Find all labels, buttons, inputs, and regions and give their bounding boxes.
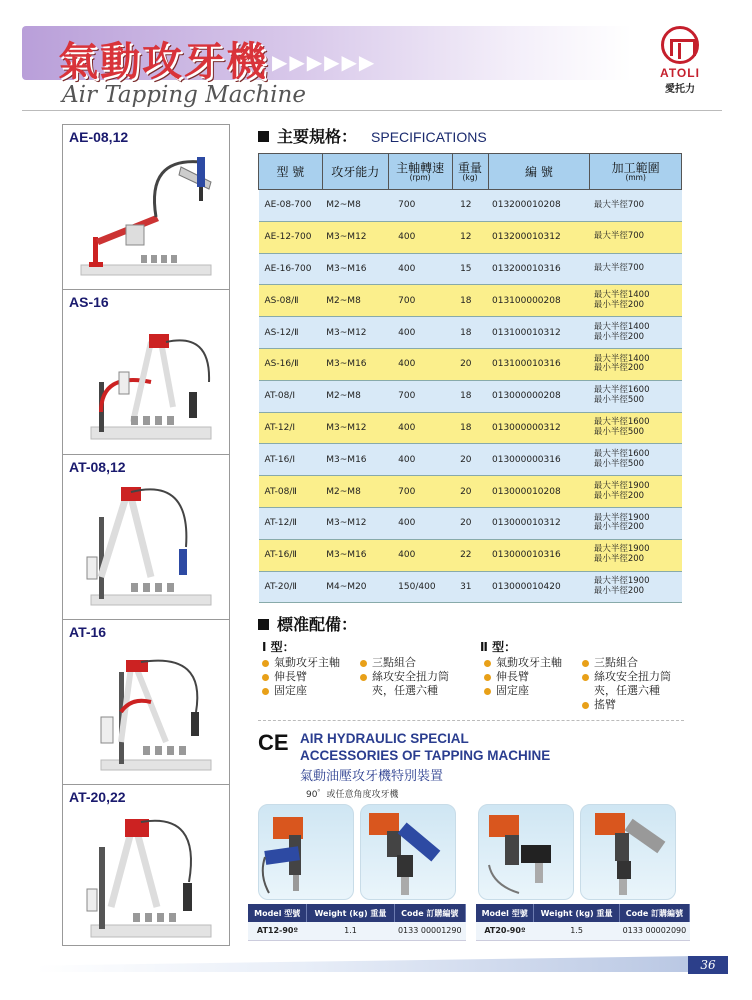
cell-model: AT-16/Ⅱ — [259, 539, 323, 571]
cell-weight: 20 — [452, 444, 488, 476]
cell-model: AT-20/Ⅱ — [259, 571, 323, 603]
range-max: 最大半徑1400 — [593, 290, 650, 301]
cell-capacity: M2~M8 — [322, 285, 388, 317]
cell-weight: 22 — [452, 539, 488, 571]
model-cell — [63, 125, 229, 290]
cell-capacity: M3~M12 — [322, 317, 388, 349]
col-header: Model 型號 — [248, 904, 307, 922]
range-max: 最大半徑700 — [593, 199, 645, 210]
cell-model: AT12-90º — [248, 922, 307, 940]
cell-range — [590, 190, 682, 222]
bullet-icon — [582, 660, 589, 667]
cell-model: AE-12-700 — [259, 221, 323, 253]
cell-rpm: 700 — [388, 190, 452, 222]
cell-rpm: 150/400 — [388, 571, 452, 603]
list-item: 氣動攻牙主軸 — [262, 656, 340, 670]
spec-title-cn: 主要規格： — [277, 127, 358, 146]
cell-rpm: 400 — [388, 507, 452, 539]
col-header: Code 訂購編號 — [394, 904, 465, 922]
cell-rpm: 700 — [388, 476, 452, 508]
list-item: 絲攻安全扭力筒 — [360, 670, 449, 684]
specifications-heading — [258, 124, 487, 147]
table-row — [476, 922, 690, 940]
table-row — [259, 412, 682, 444]
type1-list-a — [262, 656, 340, 698]
table-row — [259, 285, 682, 317]
accessory-photo — [478, 804, 574, 900]
accessory-table-left — [248, 904, 466, 941]
cell-model: AE-08-700 — [259, 190, 323, 222]
list-item: 伸長臂 — [262, 670, 340, 684]
cell-weight: 1.5 — [534, 922, 620, 940]
page-title-cn: 氣動攻牙機 — [58, 38, 268, 85]
cell-code: 013100000208 — [488, 285, 590, 317]
bullet-icon — [582, 674, 589, 681]
cell-code: 013000000312 — [488, 412, 590, 444]
spec-title-en: SPECIFICATIONS — [371, 129, 487, 145]
range-min: 最小半徑200 — [593, 490, 645, 501]
table-row — [259, 539, 682, 571]
cell-range — [590, 539, 682, 571]
cell-range — [590, 253, 682, 285]
col-header: 型 號 — [259, 154, 323, 190]
accessory-photo — [360, 804, 456, 900]
table-row — [259, 190, 682, 222]
table-row — [259, 348, 682, 380]
bullet-icon — [484, 660, 491, 667]
model-label: AE-08,12 — [69, 129, 129, 145]
cell-code: 013000000208 — [488, 380, 590, 412]
col-header: Code 訂購編號 — [619, 904, 689, 922]
model-column — [62, 124, 230, 946]
range-max: 最大半徑700 — [593, 231, 645, 242]
list-item: 夾，任選六種 — [594, 684, 660, 697]
cell-range — [590, 507, 682, 539]
angle-head-image — [479, 805, 574, 900]
cell-model: AS-16/Ⅱ — [259, 348, 323, 380]
col-header: Model 型號 — [476, 904, 534, 922]
cell-range — [590, 476, 682, 508]
type2-list-b — [582, 656, 671, 712]
accessory-photo — [258, 804, 354, 900]
cell-model: AS-08/Ⅱ — [259, 285, 323, 317]
model-label: AS-16 — [69, 294, 109, 310]
tapping-machine-image — [71, 807, 221, 947]
range-max: 最大半徑1900 — [593, 512, 650, 523]
table-row — [259, 476, 682, 508]
model-label: AT-16 — [69, 624, 107, 640]
cell-code: 013000010420 — [488, 571, 590, 603]
accessories-heading — [258, 612, 357, 635]
cell-weight: 15 — [452, 253, 488, 285]
cell-weight: 1.1 — [307, 922, 394, 940]
cell-rpm: 400 — [388, 253, 452, 285]
range-min: 最小半徑200 — [593, 585, 645, 596]
range-min: 最小半徑500 — [593, 395, 645, 406]
bullet-icon — [262, 660, 269, 667]
range-max: 最大半徑1400 — [593, 353, 650, 364]
cell-range — [590, 348, 682, 380]
table-row — [259, 317, 682, 349]
table-row — [259, 571, 682, 603]
model-cell — [63, 785, 229, 947]
cell-code: 013000010208 — [488, 476, 590, 508]
section-divider — [258, 720, 684, 721]
bullet-icon — [360, 674, 367, 681]
cell-rpm: 400 — [388, 444, 452, 476]
cell-rpm: 400 — [388, 539, 452, 571]
cell-capacity: M2~M8 — [322, 190, 388, 222]
cell-rpm: 400 — [388, 221, 452, 253]
atoli-logo-icon — [661, 26, 699, 64]
cell-weight: 12 — [452, 221, 488, 253]
cell-range — [590, 571, 682, 603]
cell-capacity: M3~M12 — [322, 412, 388, 444]
cell-range — [590, 412, 682, 444]
col-header: Weight (kg) 重量 — [534, 904, 620, 922]
angle-head-image — [361, 805, 456, 900]
table-header-row — [476, 904, 690, 922]
hydraulic-title-cn: 氣動油壓攻牙機特別裝置 — [300, 769, 444, 784]
tapping-machine-image — [71, 642, 221, 782]
type1-label: Ⅰ 型： — [262, 640, 295, 654]
cell-range — [590, 380, 682, 412]
cell-weight: 12 — [452, 190, 488, 222]
range-min: 最小半徑200 — [593, 363, 645, 374]
table-row — [259, 507, 682, 539]
cell-model: AT-16/Ⅰ — [259, 444, 323, 476]
cell-code: 013000000316 — [488, 444, 590, 476]
range-max: 最大半徑1900 — [593, 544, 650, 555]
cell-model: AT-08/Ⅱ — [259, 476, 323, 508]
range-max: 最大半徑1600 — [593, 449, 650, 459]
ce-mark-icon: CE — [258, 730, 289, 755]
range-min: 最小半徑200 — [593, 331, 645, 342]
cell-rpm: 700 — [388, 285, 452, 317]
square-bullet-icon — [258, 619, 269, 630]
list-item: 三點組合 — [582, 656, 671, 670]
hydraulic-title-line-2: ACCESSORIES OF TAPPING MACHINE — [300, 748, 551, 763]
range-min: 最小半徑500 — [593, 426, 645, 437]
tapping-machine-image — [71, 312, 221, 452]
range-min: 最小半徑200 — [593, 299, 645, 310]
cell-capacity: M2~M8 — [322, 476, 388, 508]
hydraulic-title-en — [300, 730, 550, 764]
list-item: 氣動攻牙主軸 — [484, 656, 562, 670]
accessory-photo — [580, 804, 676, 900]
list-item: 搖臂 — [582, 698, 671, 712]
bullet-icon — [484, 688, 491, 695]
range-max: 最大半徑1600 — [593, 417, 650, 428]
table-row — [259, 221, 682, 253]
cell-capacity: M3~M12 — [322, 507, 388, 539]
model-cell — [63, 290, 229, 455]
col-header: 主軸轉速 (rpm) — [388, 154, 452, 190]
bullet-icon — [582, 702, 589, 709]
list-item: 伸長臂 — [484, 670, 562, 684]
tapping-machine-image — [71, 147, 221, 287]
model-label: AT-20,22 — [69, 789, 126, 805]
cell-code: 013000010316 — [488, 539, 590, 571]
col-header: 編 號 — [488, 154, 590, 190]
angle-head-image — [259, 805, 354, 900]
range-min: 最小半徑200 — [593, 522, 645, 533]
cell-capacity: M4~M20 — [322, 571, 388, 603]
cell-code: 0133 00002090 — [619, 922, 689, 940]
range-min: 最小半徑500 — [593, 458, 645, 469]
angle-note: 90゜或任意角度攻牙機 — [306, 790, 399, 800]
col-header: 攻牙能力 — [322, 154, 388, 190]
page-title-en: Air Tapping Machine — [62, 82, 306, 108]
list-item: 三點組合 — [360, 656, 449, 670]
footer-band — [36, 956, 696, 972]
title-underline — [22, 110, 722, 111]
tapping-machine-image — [71, 477, 221, 617]
list-item: 固定座 — [484, 684, 562, 698]
cell-code: 0133 00001290 — [394, 922, 465, 940]
table-header-row — [248, 904, 466, 922]
range-max: 最大半徑1900 — [593, 576, 650, 587]
specifications-table — [258, 153, 682, 603]
cell-model: AE-16-700 — [259, 253, 323, 285]
cell-model: AT-12/Ⅰ — [259, 412, 323, 444]
bullet-icon — [484, 674, 491, 681]
list-item: 固定座 — [262, 684, 340, 698]
type2-label: Ⅱ 型： — [480, 640, 517, 654]
cell-range — [590, 317, 682, 349]
cell-capacity: M3~M16 — [322, 539, 388, 571]
cell-code: 013100010312 — [488, 317, 590, 349]
cell-weight: 18 — [452, 380, 488, 412]
cell-rpm: 400 — [388, 348, 452, 380]
cell-capacity: M3~M12 — [322, 221, 388, 253]
bullet-icon — [262, 688, 269, 695]
atoli-logo — [640, 26, 720, 95]
model-cell — [63, 455, 229, 620]
type1-list-b — [360, 656, 449, 698]
range-min: 最小半徑200 — [593, 554, 645, 565]
table-row — [248, 922, 466, 940]
model-cell — [63, 620, 229, 785]
range-max: 最大半徑1900 — [593, 480, 650, 491]
col-header: 重量 (kg) — [452, 154, 488, 190]
table-row — [259, 444, 682, 476]
cell-capacity: M3~M16 — [322, 444, 388, 476]
cell-capacity: M2~M8 — [322, 380, 388, 412]
cell-weight: 20 — [452, 476, 488, 508]
cell-model: AS-12/Ⅱ — [259, 317, 323, 349]
hydraulic-title-line-1: AIR HYDRAULIC SPECIAL — [300, 731, 469, 746]
cell-model: AT20-90º — [476, 922, 534, 940]
cell-code: 013200010208 — [488, 190, 590, 222]
cell-weight: 20 — [452, 507, 488, 539]
cell-capacity: M3~M16 — [322, 348, 388, 380]
range-max: 最大半徑700 — [593, 263, 645, 274]
cell-code: 013000010312 — [488, 507, 590, 539]
list-item: 夾，任選六種 — [372, 684, 438, 697]
accessories-title: 標准配備： — [277, 615, 358, 634]
cell-code: 013100010316 — [488, 348, 590, 380]
table-row — [259, 253, 682, 285]
cell-weight: 18 — [452, 317, 488, 349]
cell-rpm: 700 — [388, 380, 452, 412]
bullet-icon — [360, 660, 367, 667]
cell-weight: 18 — [452, 285, 488, 317]
cell-range — [590, 285, 682, 317]
cell-capacity: M3~M16 — [322, 253, 388, 285]
model-label: AT-08,12 — [69, 459, 126, 475]
cell-range — [590, 444, 682, 476]
cell-weight: 31 — [452, 571, 488, 603]
cell-model: AT-08/Ⅰ — [259, 380, 323, 412]
list-item: 絲攻安全扭力筒 — [582, 670, 671, 684]
page-number: 36 — [688, 956, 728, 974]
table-row — [259, 380, 682, 412]
table-header-row — [259, 154, 682, 190]
cell-range — [590, 221, 682, 253]
cell-weight: 20 — [452, 348, 488, 380]
cell-rpm: 400 — [388, 412, 452, 444]
cell-code: 013200010316 — [488, 253, 590, 285]
bullet-icon — [262, 674, 269, 681]
arrow-decoration-icon: ▶▶▶▶▶▶ — [272, 50, 377, 74]
angle-head-image — [581, 805, 676, 900]
col-header: 加工範圍 (mm) — [590, 154, 682, 190]
cell-rpm: 400 — [388, 317, 452, 349]
logo-en: ATOLI — [660, 66, 700, 80]
range-max: 最大半徑1600 — [593, 385, 650, 396]
type2-list-a — [484, 656, 562, 698]
col-header: Weight (kg) 重量 — [307, 904, 394, 922]
cell-code: 013200010312 — [488, 221, 590, 253]
logo-cn: 愛托力 — [665, 84, 695, 95]
cell-model: AT-12/Ⅱ — [259, 507, 323, 539]
accessory-table-right — [476, 904, 690, 941]
square-bullet-icon — [258, 131, 269, 142]
cell-weight: 18 — [452, 412, 488, 444]
range-max: 最大半徑1400 — [593, 321, 650, 332]
